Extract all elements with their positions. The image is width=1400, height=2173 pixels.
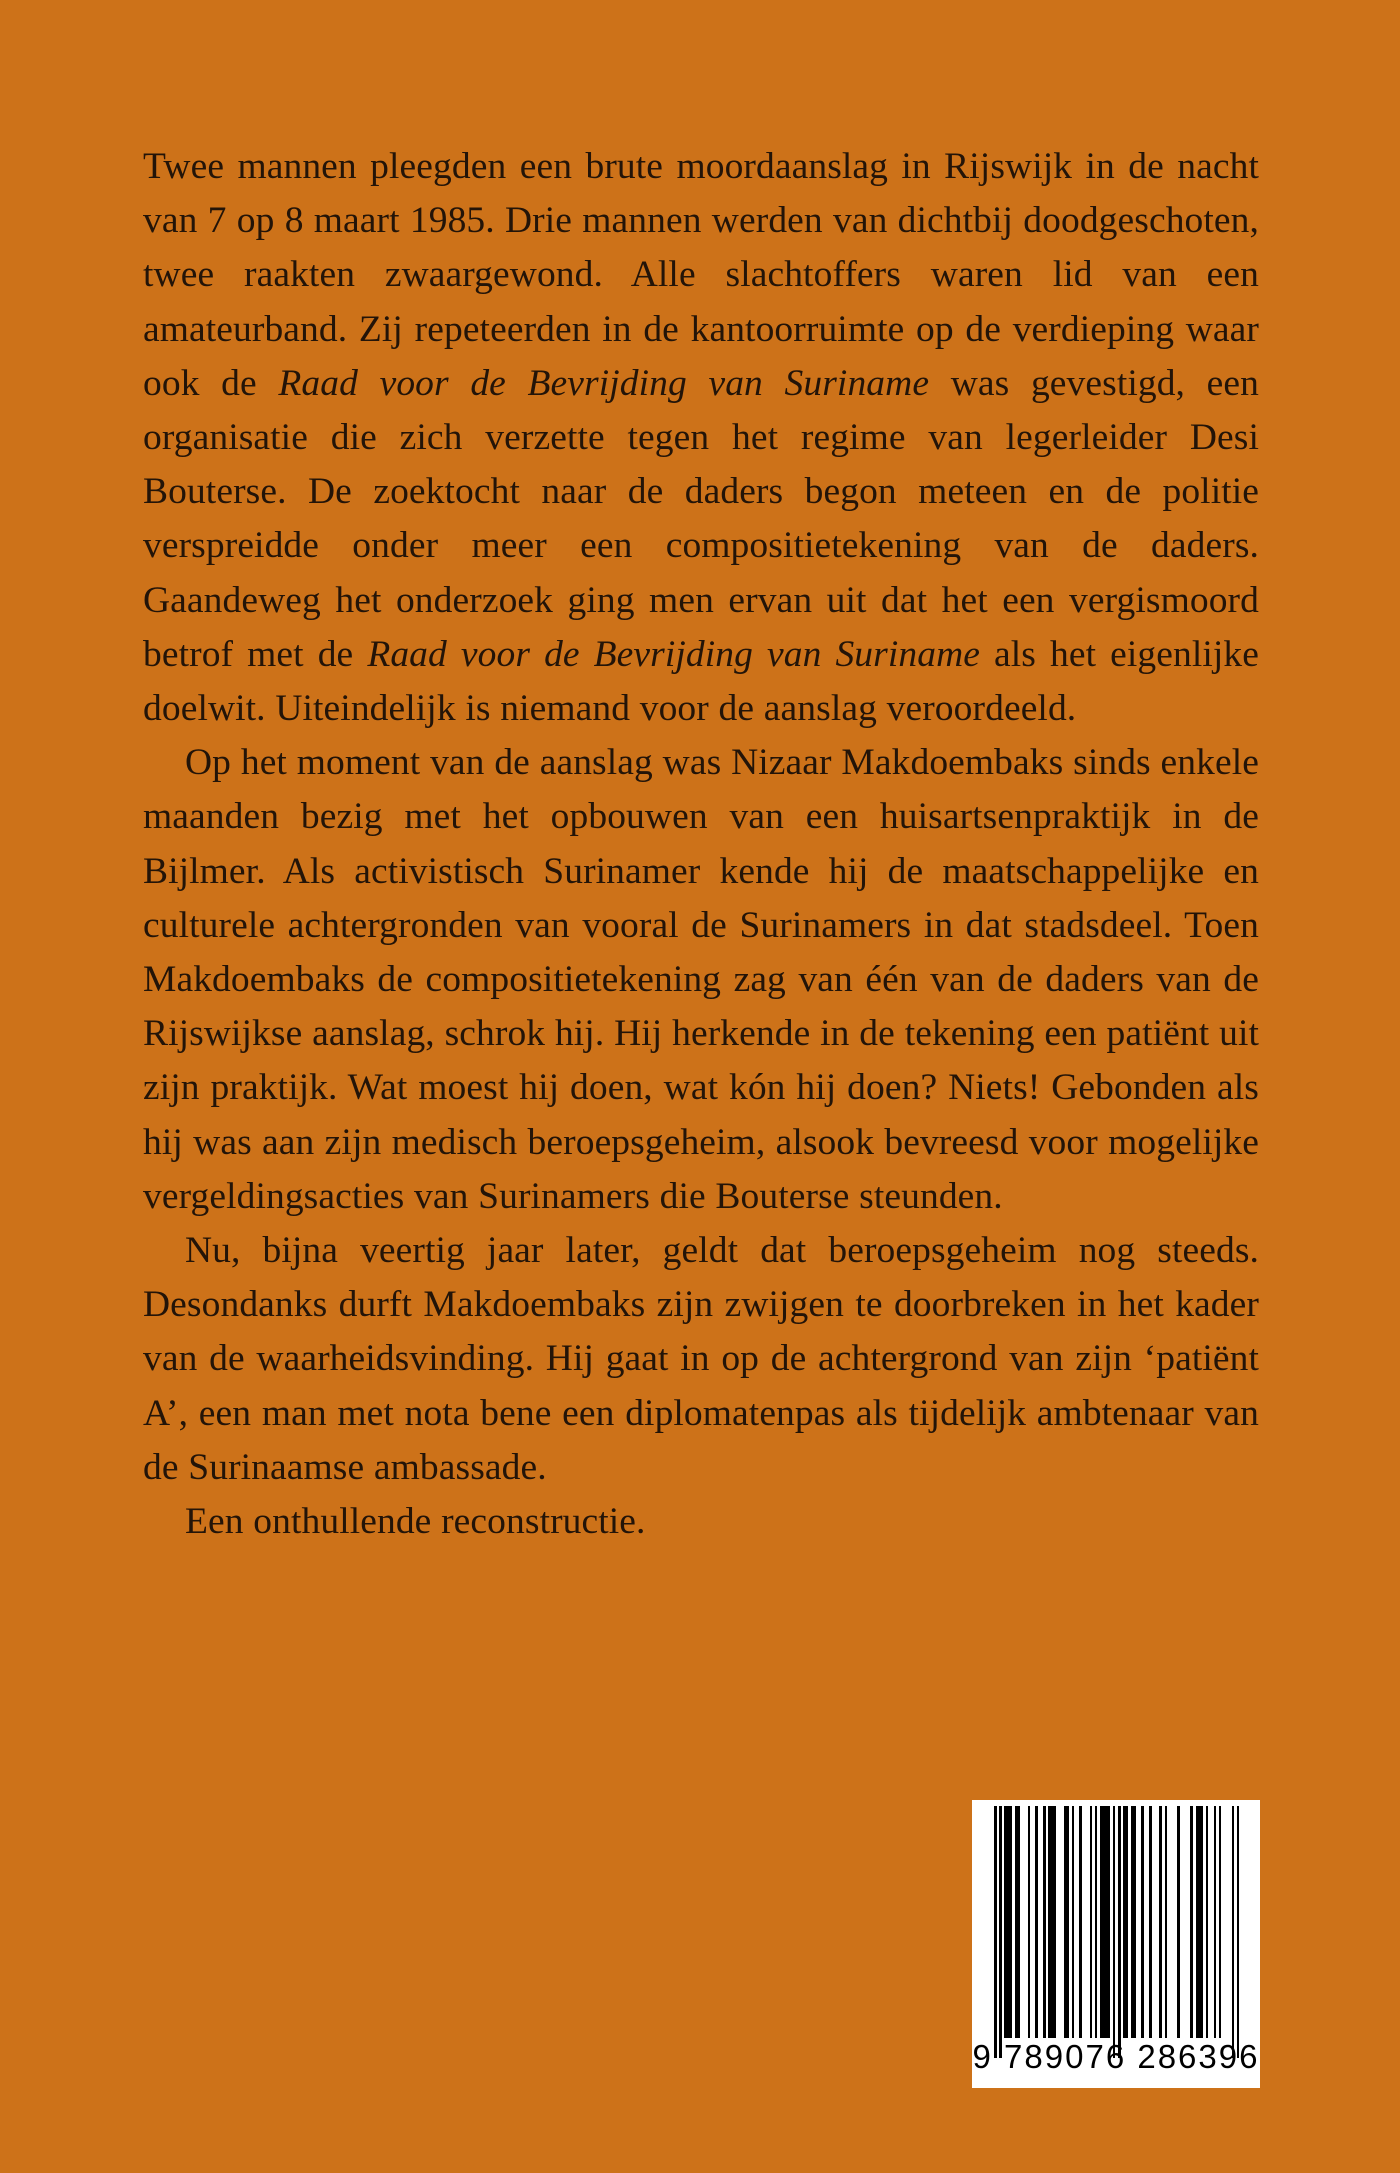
- text-run: Nu, bijna veertig jaar later, geldt dat beroepsgeheim nog steeds. Desondanks durft Makdoembaks zijn zwijgen te doorbreken in het kader van de waarheidsvinding. Hij gaat in op de achtergrond van zijn ‘patiënt A’, een man met nota bene een diplomatenpas als tijdelijk ambtenaar van de Surinaamse ambassade.: [143, 1230, 1259, 1488]
- blurb-paragraph: [143, 736, 1259, 1224]
- barcode-bar: [1048, 1806, 1056, 2038]
- text-run: als het eigenlijke doelwit. Uiteindelijk is niemand voor de aanslag veroordeeld.: [143, 633, 1259, 730]
- italic-title-run: Raad voor de Bevrijding van Suriname: [278, 362, 930, 404]
- text-run: Een onthullende reconstructie.: [185, 1501, 646, 1543]
- text-run: Twee mannen pleegden een brute moordaanslag in Rijswijk in de nacht van 7 op 8 maart 1985. Drie mannen werden van dichtbij doodgeschoten, twee raakten zwaargewond. Alle slachtoffers waren lid van een amateurband. Zij repeteerden in de kantoorruimte op de verdieping waar ook de: [143, 146, 1259, 404]
- barcode-bar: [1237, 1806, 1240, 2058]
- barcode-bars: [994, 1806, 1240, 2038]
- barcode-space: [1056, 1806, 1064, 2038]
- blurb-paragraph: [143, 1495, 1259, 1549]
- blurb-text-block: [143, 140, 1259, 1549]
- isbn-barcode: [972, 1800, 1260, 2088]
- barcode-bar: [1004, 1806, 1012, 2038]
- barcode-space: [1082, 1806, 1090, 2038]
- barcode-bar: [1196, 1806, 1204, 2038]
- text-run: was gevestigd, een organisatie die zich verzette tegen het regime van legerleider Desi Bouterse. De zoektocht naar de daders begon meteen en de politie verspreidde onder meer een compositietekening van de daders. Gaandeweg het onderzoek ging men ervan uit dat het een vergismoord betrof met de: [143, 362, 1259, 675]
- barcode-space: [1020, 1806, 1028, 2038]
- barcode-bar: [1100, 1806, 1110, 2038]
- text-run: Op het moment van de aanslag was Nizaar Makdoembaks sinds enkele maanden bezig met het opbouwen van een huisartsenpraktijk in de Bijlmer. Als activistisch Surinamer kende hij de maatschappelijke en culturele achtergronden van vooral de Surinamers in dat stadsdeel. Toen Makdoembaks de compositietekening zag van één van de daders van de Rijswijkse aanslag, schrok hij. Hij herkende in de tekening een patiënt uit zijn praktijk. Wat moest hij doen, wat kón hij doen? Niets! Gebonden als hij was aan zijn medisch beroepsgeheim, alsook bevreesd voor mogelijke vergeldingsacties van Surinamers die Bouterse steunden.: [143, 742, 1259, 1217]
- blurb-paragraph: [143, 140, 1259, 736]
- italic-title-run: Raad voor de Bevrijding van Suriname: [367, 633, 980, 675]
- barcode-number-text: 9 789076 286396: [972, 2038, 1260, 2075]
- blurb-paragraph: [143, 1224, 1259, 1495]
- barcode-space: [1167, 1806, 1177, 2038]
- barcode-space: [1221, 1806, 1231, 2038]
- barcode-space: [1180, 1806, 1190, 2038]
- barcode-space: [1152, 1806, 1160, 2038]
